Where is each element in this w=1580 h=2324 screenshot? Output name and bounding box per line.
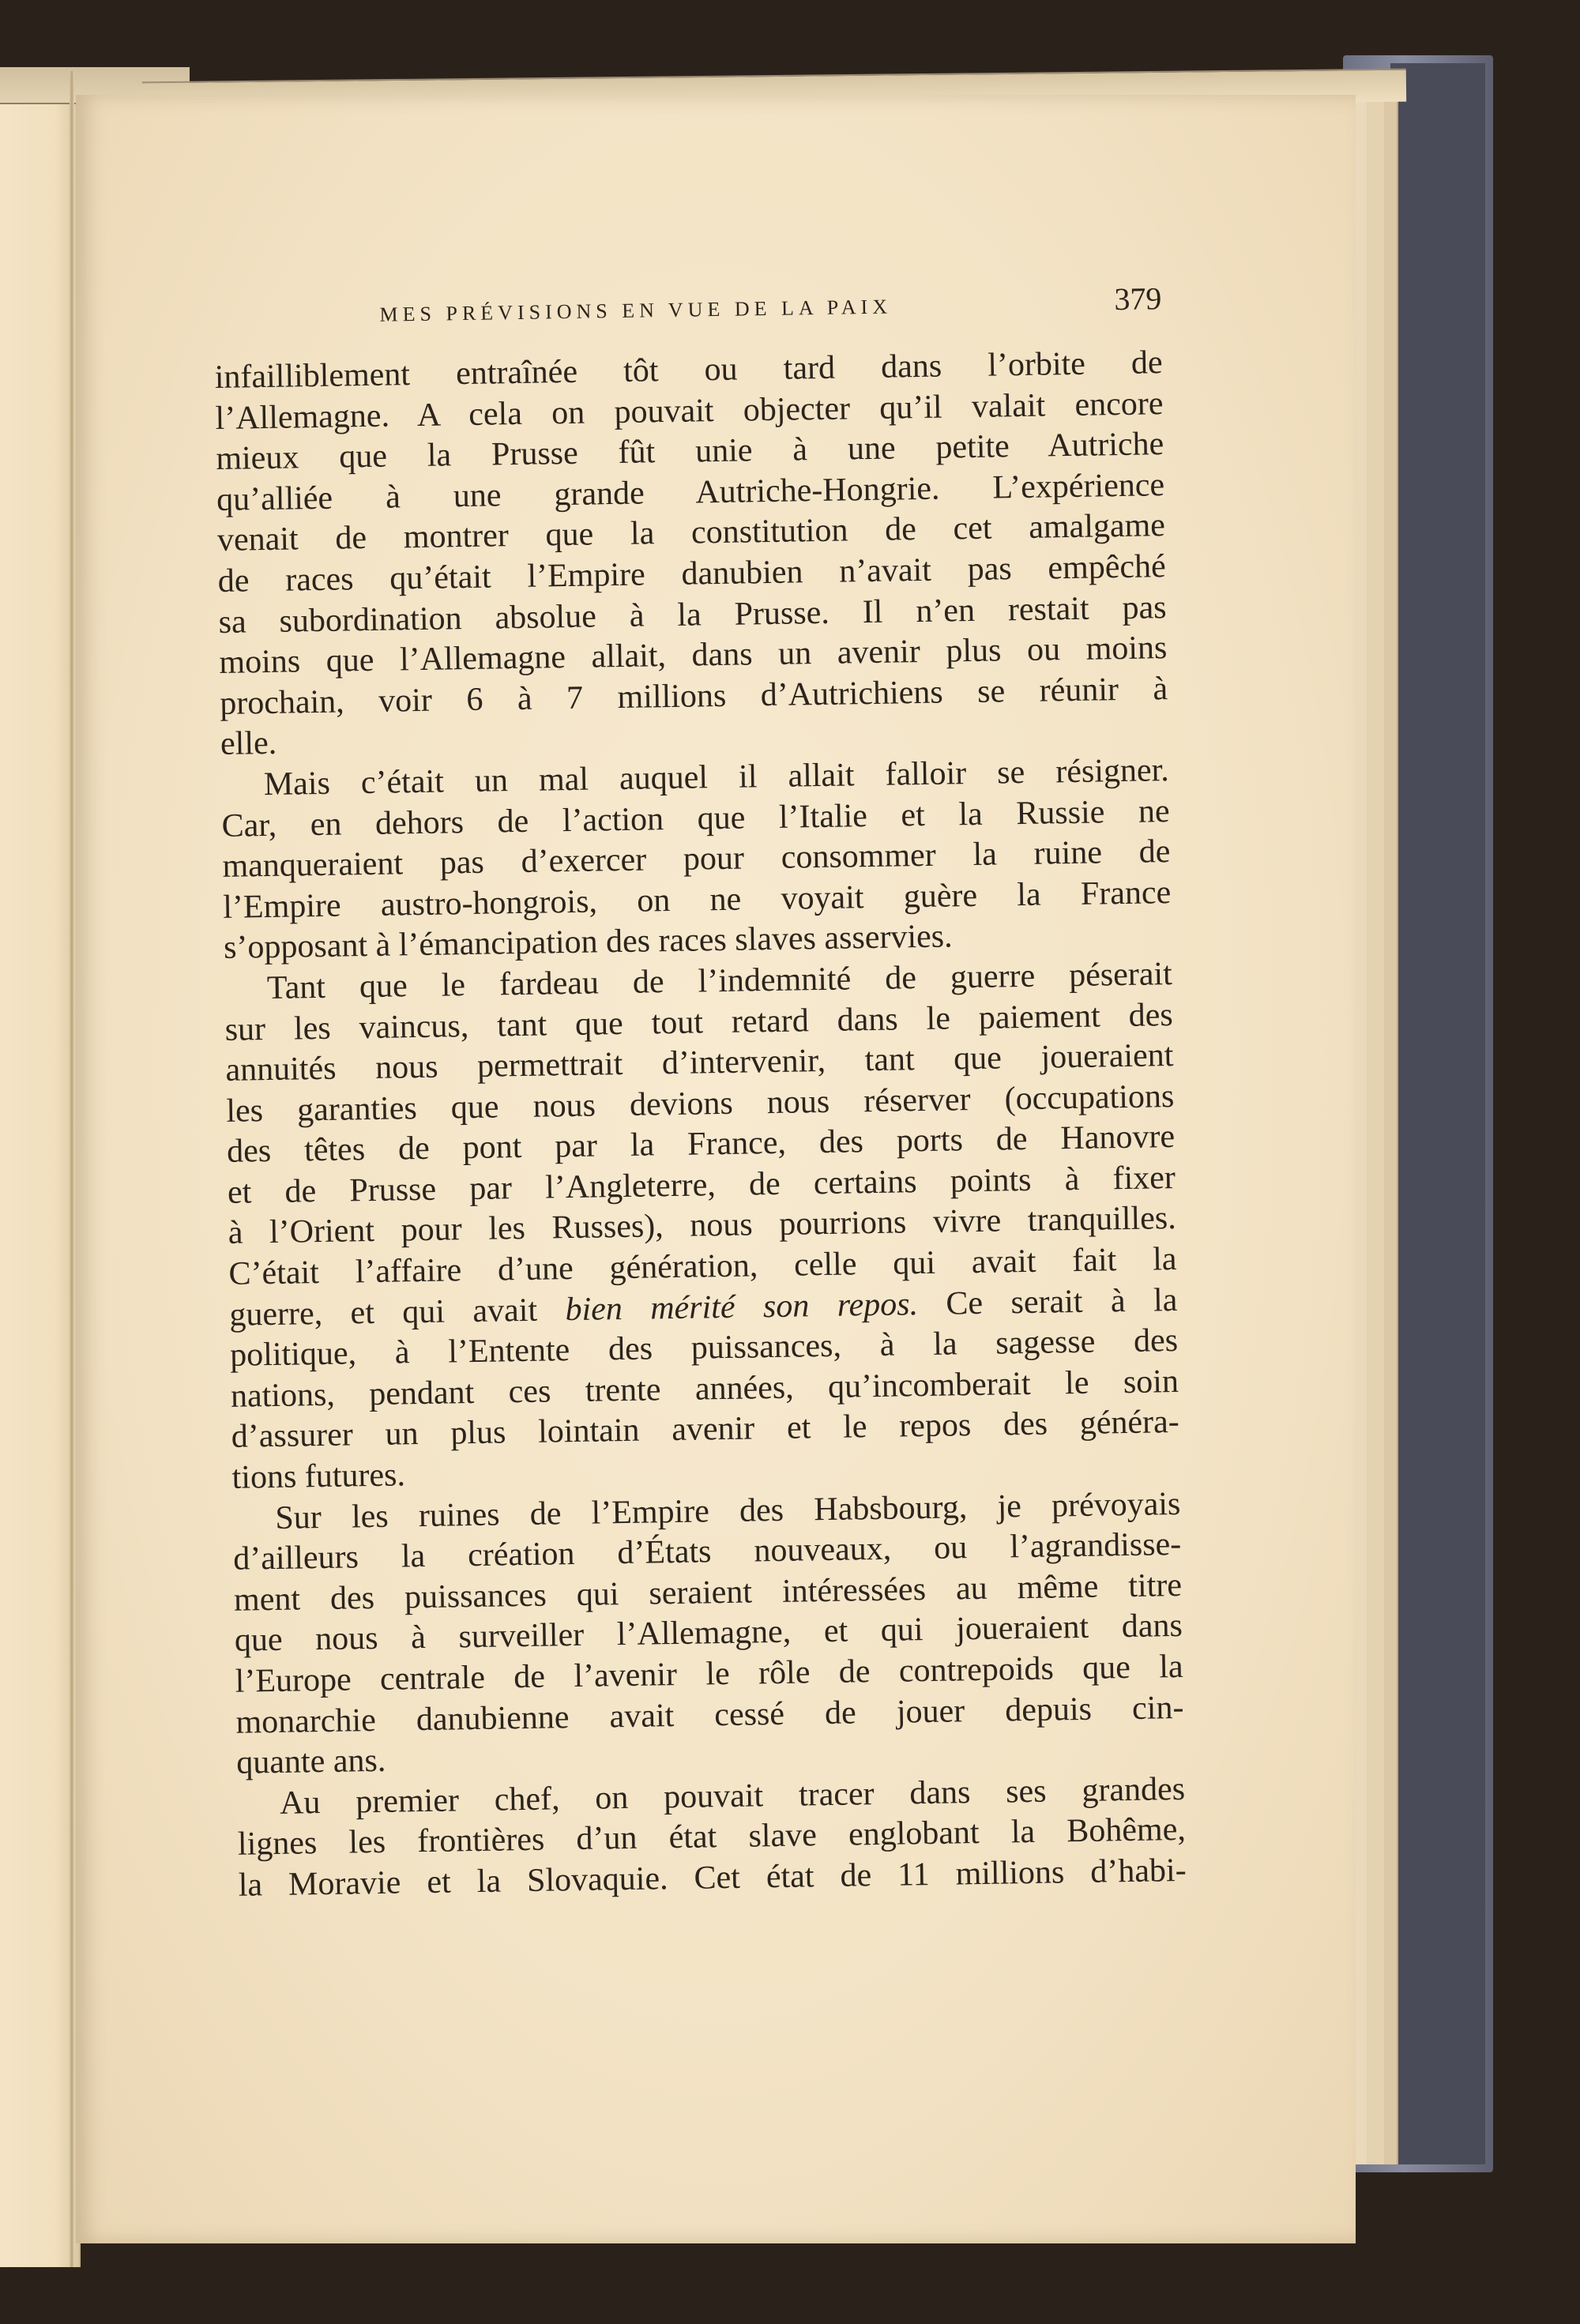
text-line: à l’Orient pour les Russes), nous pourrions vivre tranquilles.: [228, 1200, 1177, 1252]
text-line: Mais c’était un mal auquel il allait falloir se résigner.: [263, 752, 1170, 803]
page-stack-edge: [1367, 95, 1386, 2164]
text-line: sur les vaincus, tant que tout retard dans le paiement des: [224, 996, 1173, 1048]
text-line: l’Europe centrale de l’avenir le rôle de contrepoids que la: [235, 1648, 1183, 1700]
text-line: annuités nous permettrait d’intervenir, tant que joueraient: [225, 1037, 1174, 1089]
page-stack-edge: [1384, 95, 1398, 2164]
paragraph: [214, 343, 1168, 765]
body-text: [214, 343, 1187, 1906]
text-line: d’ailleurs la création d’États nouveaux, ou l’agrandisse-: [232, 1526, 1182, 1578]
paragraph: [224, 954, 1180, 1499]
text-line: l’Allemagne. A cela on pouvait objecter qu’il valait encore: [215, 385, 1164, 437]
text-line: prochain, voir 6 à 7 millions d’Autrichiens se réunir à: [219, 670, 1168, 722]
text-line: que nous à surveiller l’Allemagne, et qui joueraient dans: [234, 1608, 1183, 1660]
text-line: tions futures.: [231, 1457, 406, 1496]
verso-page: [0, 71, 81, 2267]
text-line: C’était l’affaire d’une génération, celle qui avait fait la: [228, 1241, 1177, 1292]
text-fragment: Ce serait à la: [946, 1281, 1178, 1322]
paragraph: [237, 1769, 1187, 1907]
text-line: de races qu’était l’Empire danubien n’avait pas empêché: [217, 548, 1167, 600]
text-line: infailliblement entraînée tôt ou tard dans l’orbite de: [214, 344, 1163, 396]
text-fragment: guerre, et qui avait: [229, 1292, 538, 1333]
text-line: venait de montrer que la constitution de cet amalgame: [216, 507, 1166, 559]
text-line: elle.: [220, 725, 277, 763]
text-line: nations, pendant ces trente années, qu’incomberait le soin: [230, 1363, 1179, 1415]
text-line: mieux que la Prusse fût unie à une petite Autriche: [216, 426, 1164, 478]
text-line: sa subordination absolue à la Prusse. Il n’en restait pas: [218, 589, 1167, 641]
text-line: les garanties que nous devions nous réserver (occupations: [226, 1077, 1175, 1130]
text-line: et de Prusse par l’Angleterre, de certains points à fixer: [227, 1159, 1176, 1211]
italic-phrase: bien mérité son repos.: [565, 1285, 919, 1328]
text-line: quante ans.: [235, 1742, 386, 1781]
book-gutter: [70, 71, 74, 2267]
text-line: la Moravie et la Slovaquie. Cet état de 11 millions d’habi-: [238, 1852, 1187, 1904]
text-line: manqueraient pas d’exercer pour consommer la ruine de: [222, 833, 1171, 886]
book-cover-edge: [1390, 63, 1485, 2164]
paragraph: [220, 750, 1172, 969]
page-number: 379: [1114, 280, 1162, 318]
text-line: politique, à l’Entente des puissances, à la sagesse des: [229, 1322, 1179, 1374]
text-line: Car, en dehors de l’action que l’Italie et la Russie ne: [221, 792, 1170, 844]
text-line: des têtes de pont par la France, des ports de Hanovre: [226, 1119, 1176, 1171]
paragraph: [232, 1484, 1185, 1784]
running-title: MES PRÉVISIONS EN VUE DE LA PAIX: [379, 295, 893, 326]
text-line: qu’alliée à une grande Autriche-Hongrie. L’expérience: [216, 466, 1165, 518]
text-line: Tant que le fardeau de l’indemnité de guerre péserait: [266, 955, 1173, 1006]
text-line: Au premier chef, on pouvait tracer dans ses grandes: [279, 1770, 1186, 1822]
text-line: l’Empire austro-hongrois, on ne voyait guère la France: [222, 874, 1172, 926]
text-line: d’assurer un plus lointain avenir et le repos des généra-: [231, 1404, 1180, 1456]
text-line: moins que l’Allemagne allait, dans un avenir plus ou moins: [219, 630, 1168, 682]
text-line: monarchie danubienne avait cessé de jouer depuis cin-: [235, 1689, 1184, 1741]
page-text-block: [213, 273, 1187, 1906]
text-line: ment des puissances qui seraient intéressées au même titre: [233, 1566, 1183, 1619]
text-line: lignes les frontières d’un état slave englobant la Bohême,: [237, 1811, 1187, 1863]
text-line: Sur les ruines de l’Empire des Habsbourg, je prévoyais: [275, 1485, 1181, 1536]
text-line: s’opposant à l’émancipation des races slaves asservies.: [223, 918, 953, 967]
